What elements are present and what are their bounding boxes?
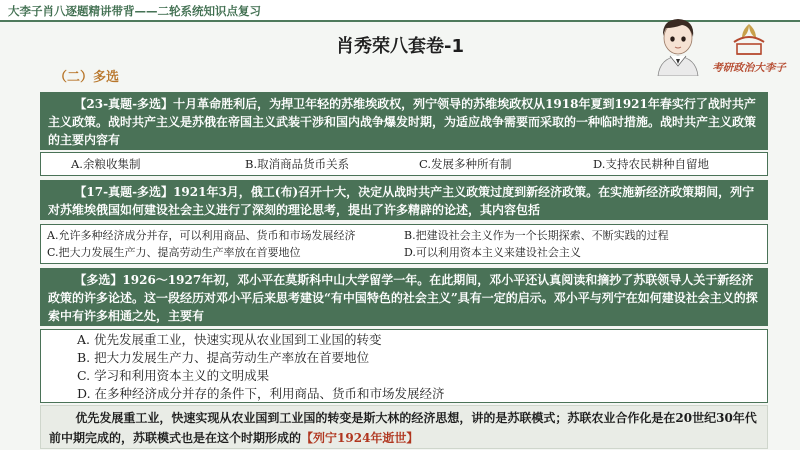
question-1-stem <box>40 92 768 150</box>
q1-option-a[interactable]: A.余粮收集制 <box>71 157 141 171</box>
avatar-illustration-icon <box>648 12 708 76</box>
answer-highlight: 【列宁1924年逝世】 <box>301 431 419 445</box>
question-1-text: 十月革命胜利后，为捍卫年轻的苏维埃政权，列宁领导的苏维埃政权从1918年夏到1921年春实行了战时共产主义政策。战时共产主义是苏俄在帝国主义武装干涉和国内战争爆发时期，为适应战争需要而采取的一种临时措施。战时共产主义政策的主要内容有 <box>48 97 757 147</box>
answer-text: 优先发展重工业，快速实现从农业国到工业国的转变是斯大林的经济思想，讲的是苏联模式；苏联农业合作化是在20世纪30年代前中期完成的，苏联模式也是在这个时期形成的 <box>49 411 757 445</box>
page-title: 肖秀荣八套卷-1 <box>336 36 464 57</box>
question-3-text: 1926～1927年初，邓小平在莫斯科中山大学留学一年。在此期间，邓小平还认真阅读和摘抄了苏联领导人关于新经济政策的许多论述。这一段经历对邓小平后来思考建设“有中国特色的社会主义”具有一定的启示。邓小平与列宁在如何建设社会主义的探索中有许多相通之处，主要有 <box>48 273 758 323</box>
question-3-stem <box>40 268 768 326</box>
question-1-options <box>40 152 768 176</box>
series-title: 大李子肖八逐题精讲带背——二轮系统知识点复习 <box>8 4 261 18</box>
question-2-options <box>40 224 768 264</box>
q2-option-a[interactable]: A.允许多种经济成分并存，可以利用商品、货币和市场发展经济 <box>47 229 356 242</box>
q1-option-d[interactable]: D.支持农民耕种自留地 <box>593 157 709 171</box>
q1-option-c[interactable]: C.发展多种所有制 <box>419 157 512 171</box>
brand-logo <box>704 20 794 76</box>
answer-explanation <box>40 405 768 449</box>
question-3-tag: 【多选】 <box>74 273 123 287</box>
question-1-tag: 【23-真题-多选】 <box>74 97 174 111</box>
q2-option-c[interactable]: C.把大力发展生产力、提高劳动生产率放在首要地位 <box>47 246 301 259</box>
avatar <box>648 12 708 76</box>
q2-option-b[interactable]: B.把建设社会主义作为一个长期探索、不断实践的过程 <box>404 229 669 242</box>
section-heading: （二）多选 <box>54 70 120 85</box>
q3-option-b[interactable]: B. 把大力发展生产力、提高劳动生产率放在首要地位 <box>77 350 370 365</box>
logo-emblem-icon <box>704 20 794 62</box>
question-2-stem <box>40 180 768 220</box>
question-2-text: 1921年3月，俄工(布)召开十大，决定从战时共产主义政策过度到新经济政策。在实施新经济政策期间，列宁对苏维埃俄国如何建设社会主义进行了深刻的理论思考，提出了许多精辟的论述，其内容包括 <box>48 185 755 217</box>
q3-option-a[interactable]: A. 优先发展重工业，快速实现从农业国到工业国的转变 <box>77 332 382 347</box>
q3-option-d[interactable]: D. 在多种经济成分并存的条件下，利用商品、货币和市场发展经济 <box>77 386 445 401</box>
q1-option-b[interactable]: B.取消商品货币关系 <box>245 157 350 171</box>
logo-text: 考研政治大李子 <box>712 62 786 74</box>
q2-option-d[interactable]: D.可以利用资本主义来建设社会主义 <box>404 246 581 259</box>
question-2-tag: 【17-真题-多选】 <box>74 185 174 199</box>
question-3-options <box>40 329 768 403</box>
q3-option-c[interactable]: C. 学习和利用资本主义的文明成果 <box>77 368 270 383</box>
